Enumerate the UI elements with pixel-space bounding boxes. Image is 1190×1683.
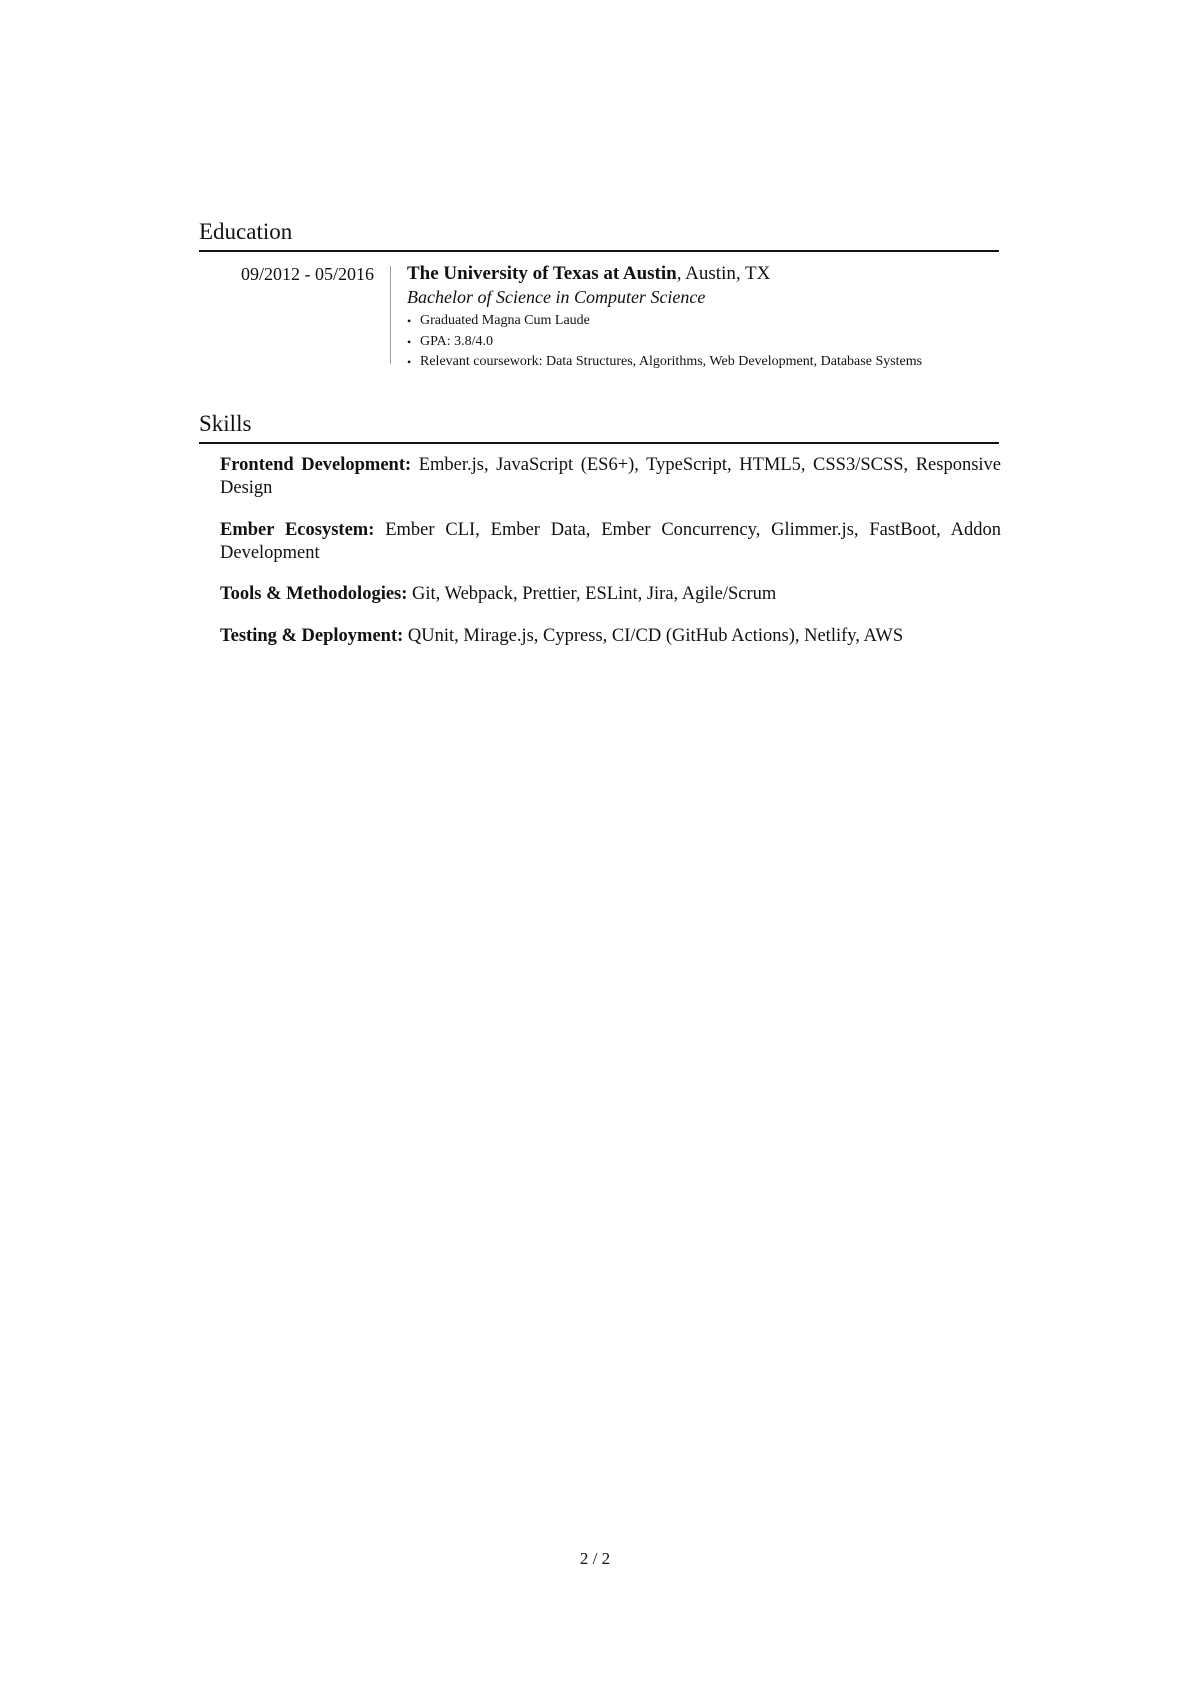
skill-value: QUnit, Mirage.js, Cypress, CI/CD (GitHub Actions), Netlify, AWS xyxy=(403,625,904,646)
education-heading: Education xyxy=(199,218,999,252)
education-bullet-text: Graduated Magna Cum Laude xyxy=(420,313,590,328)
education-school: The University of Texas at Austin xyxy=(407,263,677,284)
skill-value: Ember CLI, Ember Data, Ember Concurrency, Glimmer.js, FastBoot, Addon Development xyxy=(220,519,1001,563)
education-details xyxy=(407,262,1007,373)
education-section xyxy=(199,218,999,372)
skill-label: Tools & Methodologies: xyxy=(220,584,408,604)
skill-row-ember-ecosystem xyxy=(220,519,1001,565)
education-divider xyxy=(390,266,391,364)
bullet-icon: • xyxy=(407,314,412,328)
skill-label: Testing & Deployment: xyxy=(220,625,404,646)
skill-value: Ember.js, JavaScript (ES6+), TypeScript, HTML5, CSS3/SCSS, Responsive Design xyxy=(220,455,1002,498)
education-dates: 09/2012 - 05/2016 xyxy=(241,264,374,284)
bullet-icon: • xyxy=(407,355,412,369)
list-item xyxy=(407,311,1007,332)
skill-row-testing xyxy=(220,625,1001,648)
education-bullet-list xyxy=(407,311,1007,373)
bullet-icon: • xyxy=(407,334,412,349)
skill-value: Git, Webpack, Prettier, ESLint, Jira, Agile/Scrum xyxy=(407,584,777,604)
list-item xyxy=(407,332,1007,353)
skill-row-frontend xyxy=(220,454,1001,500)
skill-label: Ember Ecosystem: xyxy=(220,519,375,540)
skills-heading: Skills xyxy=(199,410,999,444)
education-institution-line xyxy=(407,262,1007,286)
page-number: 2 / 2 xyxy=(579,1549,611,1568)
skills-list xyxy=(220,454,1001,648)
skill-row-tools xyxy=(220,583,1001,606)
education-bullet-text: GPA: 3.8/4.0 xyxy=(420,333,494,349)
education-degree: Bachelor of Science in Computer Science xyxy=(407,287,706,307)
list-item xyxy=(407,352,1007,373)
skills-section xyxy=(199,410,1002,662)
education-location: , Austin, TX xyxy=(676,263,771,284)
skill-label: Frontend Development: xyxy=(220,455,412,475)
education-bullet-text: Relevant coursework: Data Structures, Algorithms, Web Development, Database Systems xyxy=(420,354,923,369)
education-entry xyxy=(199,262,999,372)
